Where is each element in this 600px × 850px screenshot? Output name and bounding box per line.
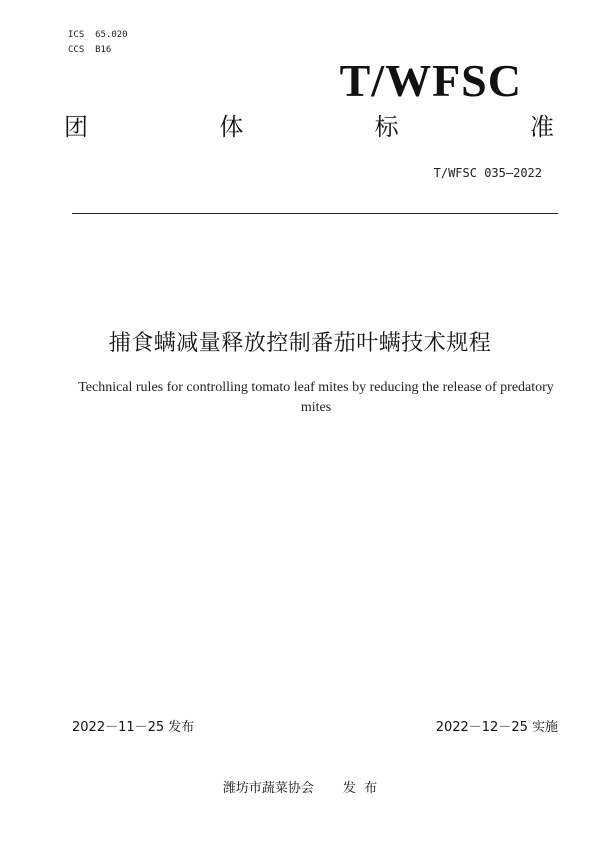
standard-type-char: 标 xyxy=(374,113,399,141)
ccs-code: CCS B16 xyxy=(68,45,112,55)
document-title-chinese: 捕食螨减量释放控制番茄叶螨技术规程 xyxy=(108,331,492,356)
standard-number: T/WFSC 035—2022 xyxy=(433,166,542,180)
standard-type-char: 体 xyxy=(219,113,244,141)
classification-codes xyxy=(68,28,128,58)
standard-type-char: 准 xyxy=(529,113,554,141)
release-date: 2022－11－25 发布 xyxy=(72,720,195,735)
standard-type-heading xyxy=(64,115,554,139)
title-english-line: mites xyxy=(300,400,332,415)
implementation-date: 2022－12－25 实施 xyxy=(435,720,558,735)
standard-org-code: T/WFSC xyxy=(339,55,522,106)
document-title-english xyxy=(66,378,566,418)
ics-code: ICS 65.020 xyxy=(68,30,128,40)
header-divider xyxy=(72,213,558,214)
standard-type-char: 团 xyxy=(64,113,88,141)
publisher: 潍坊市蔬菜协会 发 布 xyxy=(222,781,378,796)
title-english-line: Technical rules for controlling tomato leaf mites by reducing the release of predatory xyxy=(78,380,554,395)
